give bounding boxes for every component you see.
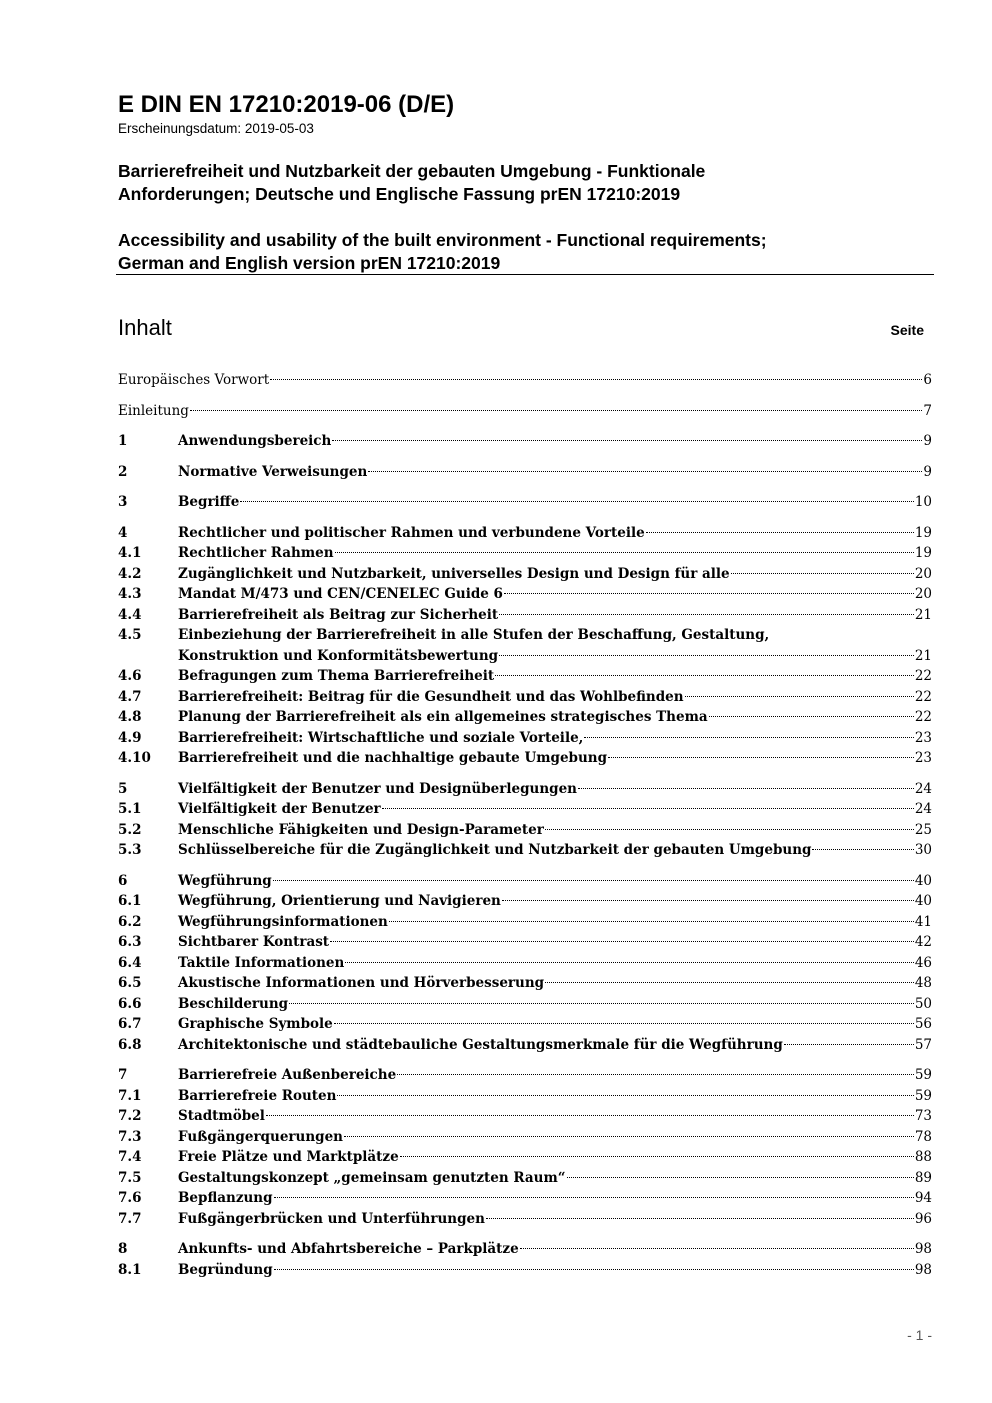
- toc-entry[interactable]: [118, 1147, 932, 1168]
- document-id: E DIN EN 17210:2019-06 (D/E): [118, 91, 455, 118]
- toc-entry-line: [178, 820, 932, 841]
- toc-entry-title-wrap: [178, 1014, 932, 1035]
- toc-entry-title-wrap: [178, 625, 932, 666]
- title-english: [118, 229, 767, 275]
- toc-entry-line: [178, 973, 932, 994]
- toc-entry-title: Rechtlicher und politischer Rahmen und verbundene Vorteile: [178, 524, 645, 541]
- toc-entry-number: 5: [118, 780, 128, 797]
- toc-entry-number: 8: [118, 1241, 128, 1257]
- toc-entry[interactable]: [118, 728, 932, 749]
- toc-entry-line: [178, 1127, 932, 1148]
- page-number: - 1 -: [907, 1327, 932, 1343]
- title-german: [118, 160, 705, 206]
- toc-entry[interactable]: [118, 687, 932, 708]
- toc-entry[interactable]: [118, 370, 932, 391]
- toc-dot-leader: [270, 378, 922, 380]
- toc-entry-line: [118, 401, 932, 422]
- toc-entry-line: [178, 953, 932, 974]
- toc-entry-line: [178, 748, 932, 769]
- toc-entry[interactable]: [118, 543, 932, 564]
- toc-entry-number: 4.5: [118, 627, 142, 643]
- toc-entry-title-wrap: [178, 1239, 932, 1260]
- toc-entry-title: Menschliche Fähigkeiten und Design-Parameter: [178, 821, 544, 838]
- toc-entry-title-wrap: [178, 492, 932, 513]
- toc-entry-title-wrap: [178, 912, 932, 933]
- toc-entry-page: 56: [914, 1016, 932, 1032]
- toc-entry-page: 19: [914, 524, 932, 541]
- toc-entry-line: [178, 1260, 932, 1281]
- toc-dot-leader: [345, 961, 914, 963]
- toc-entry-page: 23: [914, 750, 932, 766]
- toc-entry-number: 5.3: [118, 842, 142, 858]
- toc-entry-page: 57: [914, 1036, 932, 1053]
- toc-entry[interactable]: [118, 1260, 932, 1281]
- toc-entry-page: 48: [914, 975, 932, 991]
- toc-entry-title: Akustische Informationen und Hörverbesserung: [178, 975, 545, 991]
- toc-dot-leader: [608, 756, 914, 758]
- toc-entry-title: Befragungen zum Thema Barrierefreiheit: [178, 668, 495, 684]
- toc-entry-number: 4.10: [118, 750, 151, 766]
- toc-entry-page: 25: [914, 821, 932, 838]
- toc-entry[interactable]: [118, 564, 932, 585]
- toc-dot-leader: [273, 879, 914, 881]
- toc-entry-title: Stadtmöbel: [178, 1108, 265, 1124]
- toc-entry-title-wrap: [178, 707, 932, 728]
- toc-dot-leader: [330, 940, 914, 942]
- toc-dot-leader: [274, 1268, 914, 1270]
- toc-entry-line: [178, 523, 932, 544]
- toc-entry-page: 9: [923, 463, 932, 480]
- toc-entry-title-wrap: [178, 1127, 932, 1148]
- toc-entry-title-wrap: [178, 666, 932, 687]
- toc-entry-title-wrap: [178, 1260, 932, 1281]
- title-german-line: Barrierefreiheit und Nutzbarkeit der gebauten Umgebung - Funktionale: [118, 161, 706, 181]
- toc-entry-page: 7: [923, 402, 932, 419]
- toc-entry-number: 4.1: [118, 545, 142, 561]
- toc-entry-number: 6.6: [118, 995, 142, 1012]
- toc-entry-number: 4.4: [118, 606, 142, 623]
- toc-entry-number: 7.2: [118, 1108, 142, 1124]
- toc-entry-title: Taktile Informationen: [178, 954, 345, 971]
- toc-entry[interactable]: [118, 799, 932, 820]
- toc-dot-leader: [499, 613, 914, 615]
- toc-entry[interactable]: [118, 1035, 932, 1056]
- toc-entry[interactable]: [118, 1209, 932, 1230]
- toc-dot-leader: [709, 715, 914, 717]
- toc-entry-line: [178, 840, 932, 861]
- toc-entry-number: 6.3: [118, 934, 142, 950]
- toc-entry-line: [178, 1086, 932, 1107]
- publication-date: Erscheinungsdatum: 2019-05-03: [118, 121, 314, 136]
- toc-dot-leader: [784, 1043, 914, 1045]
- toc-entry-page: 78: [914, 1128, 932, 1145]
- toc-entry-page: 46: [914, 954, 932, 971]
- toc-entry-title-wrap: [118, 401, 932, 422]
- toc-entry-title-wrap: [178, 953, 932, 974]
- toc-dot-leader: [400, 1155, 914, 1157]
- toc-entry-page: 19: [914, 545, 932, 561]
- toc-entry[interactable]: [118, 1127, 932, 1148]
- toc-entry-line: [178, 728, 932, 749]
- toc-entry-page: 42: [914, 934, 932, 950]
- title-english-line: German and English version prEN 17210:2019: [118, 253, 501, 273]
- toc-entry-title: Begründung: [178, 1261, 273, 1278]
- toc-entry-number: 7.1: [118, 1087, 142, 1104]
- toc-entry-page: 30: [914, 842, 932, 858]
- toc-entry-title-wrap: [178, 1147, 932, 1168]
- toc-entry-number: 4.3: [118, 586, 142, 602]
- toc-entry-title-wrap: [178, 932, 932, 953]
- toc-dot-leader: [646, 531, 914, 533]
- toc-entry-page: 98: [914, 1261, 932, 1278]
- toc-entry[interactable]: [118, 1106, 932, 1127]
- toc-entry-title: Mandat M/473 und CEN/CENELEC Guide 6: [178, 586, 503, 602]
- toc-entry-title-wrap: [178, 564, 932, 585]
- toc-dot-leader: [495, 674, 914, 676]
- toc-entry-line: [178, 431, 932, 452]
- toc-dot-leader: [274, 1196, 914, 1198]
- toc-entry-line: [178, 564, 932, 585]
- toc-entry[interactable]: [118, 707, 932, 728]
- toc-dot-leader: [567, 1176, 914, 1178]
- toc-dot-leader: [545, 828, 914, 830]
- toc-entry-title: Architektonische und städtebauliche Gestaltungsmerkmale für die Wegführung: [178, 1036, 783, 1053]
- toc-entry-number: 6: [118, 872, 128, 889]
- toc-entry[interactable]: [118, 932, 932, 953]
- toc-entry-title: Planung der Barrierefreiheit als ein allgemeines strategisches Thema: [178, 709, 708, 725]
- toc-entry-title-wrap: [178, 728, 932, 749]
- toc-entry-title: Barrierefreie Außenbereiche: [178, 1067, 397, 1083]
- toc-entry-line: [178, 799, 932, 820]
- toc-entry-page: 41: [914, 913, 932, 930]
- toc-dot-leader: [337, 1094, 913, 1096]
- toc-entry-line: [178, 994, 932, 1015]
- toc-entry-title-wrap: [178, 973, 932, 994]
- toc-entry-title: Barrierefreie Routen: [178, 1087, 337, 1104]
- toc-entry-page: 24: [914, 801, 932, 817]
- toc-dot-leader: [584, 736, 913, 738]
- toc-entry[interactable]: [118, 871, 932, 892]
- toc-entry-title: Barrierefreiheit als Beitrag zur Sicherheit: [178, 606, 499, 623]
- toc-entry-page: 59: [914, 1087, 932, 1104]
- toc-dot-leader: [520, 1247, 914, 1249]
- toc-entry-title: Vielfältigkeit der Benutzer: [178, 801, 381, 817]
- toc-dot-leader: [731, 572, 914, 574]
- toc-entry-title: Europäisches Vorwort: [118, 372, 270, 388]
- toc-entry[interactable]: [118, 523, 932, 544]
- toc-entry-line: [178, 707, 932, 728]
- toc-entry-page: 9: [923, 433, 932, 449]
- toc-entry-number: 7.3: [118, 1128, 142, 1145]
- toc-entry-page: 20: [914, 586, 932, 602]
- toc-entry-page: 89: [914, 1169, 932, 1186]
- toc-entry[interactable]: [118, 1168, 932, 1189]
- toc-entry-line: [178, 1035, 932, 1056]
- toc-dot-leader: [382, 807, 914, 809]
- toc-dot-leader: [685, 695, 914, 697]
- toc-entry[interactable]: [118, 1065, 932, 1086]
- toc-entry-line: [178, 1188, 932, 1209]
- toc-entry-line: [178, 687, 932, 708]
- toc-entry-title-wrap: [178, 779, 932, 800]
- toc-entry-title-wrap: [178, 840, 932, 861]
- toc-entry-line: [178, 1168, 932, 1189]
- toc-entry-number: 4.7: [118, 688, 142, 705]
- toc-entry-number: 1: [118, 433, 128, 449]
- toc-entry-title: Fußgängerquerungen: [178, 1128, 343, 1145]
- toc-entry-number: 5.1: [118, 801, 142, 817]
- toc-entry-page: 24: [914, 780, 932, 797]
- toc-entry-page: 98: [914, 1241, 932, 1257]
- toc-entry-title-wrap: [178, 1086, 932, 1107]
- toc-dot-leader: [545, 981, 914, 983]
- toc-entry-line: [178, 1065, 932, 1086]
- toc-entry[interactable]: [118, 840, 932, 861]
- toc-entry-page: 22: [914, 709, 932, 725]
- toc-entry-title: Normative Verweisungen: [178, 463, 368, 480]
- toc-entry-title: Fußgängerbrücken und Unterführungen: [178, 1210, 485, 1227]
- toc-entry-number: 7.4: [118, 1149, 142, 1165]
- toc-entry-number: 7.5: [118, 1169, 142, 1186]
- toc-entry-page: 94: [914, 1190, 932, 1206]
- toc-entry-title: Graphische Symbole: [178, 1016, 333, 1032]
- toc-entry-title-wrap: [178, 820, 932, 841]
- toc-entry-title: Beschilderung: [178, 995, 289, 1012]
- toc-entry-line: [178, 1239, 932, 1260]
- toc-entry-title: Sichtbarer Kontrast: [178, 934, 330, 950]
- toc-entry-title-wrap: [178, 584, 932, 605]
- toc-entry-title: Barrierefreiheit: Beitrag für die Gesundheit und das Wohlbefinden: [178, 688, 684, 705]
- toc-entry-page: 40: [914, 893, 932, 909]
- toc-entry-title: Einleitung: [118, 402, 189, 419]
- toc-entry-page: 10: [914, 494, 932, 510]
- toc-entry-title: Gestaltungskonzept „gemeinsam genutzten Raum“: [178, 1169, 566, 1186]
- toc-entry-title: Anwendungsbereich: [178, 433, 332, 449]
- toc-dot-leader: [240, 500, 913, 502]
- toc-entry[interactable]: [118, 820, 932, 841]
- toc-entry-line: [178, 891, 932, 912]
- toc-entry-title: Wegführungsinformationen: [178, 913, 388, 930]
- toc-entry-title-wrap: [118, 370, 932, 391]
- toc-dot-leader: [397, 1073, 914, 1075]
- toc-entry-line: [178, 1106, 932, 1127]
- toc-entry-number: 7.6: [118, 1190, 142, 1206]
- toc-entry[interactable]: [118, 912, 932, 933]
- toc-dot-leader: [368, 470, 922, 472]
- toc-entry[interactable]: [118, 891, 932, 912]
- toc-entry-page: 6: [923, 372, 932, 388]
- toc-entry-title-wrap: [178, 523, 932, 544]
- toc-entry-page: 50: [914, 995, 932, 1012]
- toc-dot-leader: [578, 787, 914, 789]
- toc-entry-title-wrap: [178, 1035, 932, 1056]
- toc-entry-line: [178, 666, 932, 687]
- toc-entry-number: 4.2: [118, 565, 142, 582]
- toc-entry-title-wrap: [178, 687, 932, 708]
- title-german-line: Anforderungen; Deutsche und Englische Fassung prEN 17210:2019: [118, 184, 681, 204]
- toc-entry-page: 40: [914, 872, 932, 889]
- toc-entry-number: 6.1: [118, 893, 142, 909]
- title-english-line: Accessibility and usability of the built environment - Functional requirements;: [118, 230, 767, 250]
- toc-entry[interactable]: [118, 953, 932, 974]
- toc-entry[interactable]: [118, 973, 932, 994]
- toc-entry-number: 6.7: [118, 1016, 142, 1032]
- toc-dot-leader: [334, 1022, 914, 1024]
- toc-heading: Inhalt: [118, 315, 172, 340]
- toc-entry-title-wrap: [178, 748, 932, 769]
- toc-entry-line: [178, 543, 932, 564]
- toc-entry[interactable]: [118, 605, 932, 626]
- toc-entry[interactable]: [118, 431, 932, 452]
- toc-dot-leader: [389, 920, 914, 922]
- toc-entry-number: 4.9: [118, 729, 142, 746]
- toc-dot-leader: [335, 551, 914, 553]
- toc-entry-page: 23: [914, 729, 932, 746]
- toc-dot-leader: [486, 1217, 914, 1219]
- toc-entry-line: [178, 462, 932, 483]
- toc-dot-leader: [332, 439, 922, 441]
- toc-entry-title: Barrierefreiheit: Wirtschaftliche und soziale Vorteile,: [178, 729, 584, 746]
- toc-entry[interactable]: [118, 625, 932, 666]
- toc-entry-number: 8.1: [118, 1261, 142, 1278]
- toc-entry-title: Begriffe: [178, 494, 240, 510]
- toc-entry[interactable]: [118, 779, 932, 800]
- toc-entry-title-wrap: [178, 543, 932, 564]
- toc-entry-title: Wegführung, Orientierung und Navigieren: [178, 893, 501, 909]
- toc-entry-title-wrap: [178, 1065, 932, 1086]
- toc-dot-leader: [289, 1002, 914, 1004]
- toc-entry-page: 59: [914, 1067, 932, 1083]
- toc-entry-line: [178, 646, 932, 667]
- toc-entry-number: 3: [118, 494, 128, 510]
- toc-entry-line: [178, 932, 932, 953]
- toc-entry[interactable]: [118, 1239, 932, 1260]
- toc-entry-title-wrap: [178, 431, 932, 452]
- toc-entry-page: 22: [914, 668, 932, 684]
- toc-entry-title-wrap: [178, 891, 932, 912]
- toc-entry-page: 21: [914, 606, 932, 623]
- toc-entry[interactable]: [118, 401, 932, 422]
- toc-entry-page: 22: [914, 688, 932, 705]
- toc-entry-title-wrap: [178, 799, 932, 820]
- toc-entry-title: Konstruktion und Konformitätsbewertung: [178, 647, 499, 664]
- toc-entry[interactable]: [118, 584, 932, 605]
- toc-entry-page: 20: [914, 565, 932, 582]
- toc-dot-leader: [344, 1135, 914, 1137]
- toc-entry-title-wrap: [178, 871, 932, 892]
- toc-entry[interactable]: [118, 1014, 932, 1035]
- toc-entry-number: 7.7: [118, 1210, 142, 1227]
- toc-entry[interactable]: [118, 666, 932, 687]
- toc-entry-number: 6.2: [118, 913, 142, 930]
- toc-entry-number: 4.6: [118, 668, 142, 684]
- toc-entry-line: [178, 605, 932, 626]
- toc-entry-title-wrap: [178, 994, 932, 1015]
- toc-entry-line: [178, 584, 932, 605]
- toc-entry-line: [178, 492, 932, 513]
- toc-entry-title-wrap: [178, 1106, 932, 1127]
- toc-entry-title: Barrierefreiheit und die nachhaltige gebaute Umgebung: [178, 750, 608, 766]
- toc-dot-leader: [502, 899, 914, 901]
- toc-dot-leader: [499, 654, 914, 656]
- toc-entry-title-wrap: [178, 1188, 932, 1209]
- toc-entry-line: [178, 912, 932, 933]
- toc-entry-number: 7: [118, 1067, 128, 1083]
- toc-dot-leader: [190, 409, 922, 411]
- toc-entry-title-wrap: [178, 1168, 932, 1189]
- toc-entry-line: [178, 1147, 932, 1168]
- toc-entry-line: [178, 871, 932, 892]
- toc-entry-title: Schlüsselbereiche für die Zugänglichkeit und Nutzbarkeit der gebauten Umgebung: [178, 842, 812, 858]
- toc-entry-title-wrap: [178, 462, 932, 483]
- toc-dot-leader: [266, 1114, 914, 1116]
- toc-entry-title: Zugänglichkeit und Nutzbarkeit, universelles Design und Design für alle: [178, 565, 730, 582]
- toc-entry-title-wrap: [178, 605, 932, 626]
- toc-entry-page: 21: [914, 647, 932, 664]
- toc-entry-number: 2: [118, 463, 128, 480]
- toc-entry-title: Bepflanzung: [178, 1190, 273, 1206]
- toc-entry-number: 5.2: [118, 821, 142, 838]
- toc-entry-number: 4.8: [118, 709, 142, 725]
- toc-entry-title: Freie Plätze und Marktplätze: [178, 1149, 399, 1165]
- toc-entry-line: [178, 779, 932, 800]
- toc-entry-page: 73: [914, 1108, 932, 1124]
- toc-entry[interactable]: [118, 994, 932, 1015]
- toc-entry-title-first-line: Einbeziehung der Barrierefreiheit in alle Stufen der Beschaffung, Gestaltung,: [178, 627, 770, 643]
- toc-entry-line: [178, 1209, 932, 1230]
- toc-entry-title-wrap: [178, 1209, 932, 1230]
- toc-entry[interactable]: [118, 462, 932, 483]
- toc-entry[interactable]: [118, 1188, 932, 1209]
- toc-dot-leader: [812, 848, 913, 850]
- toc-entry-page: 88: [914, 1149, 932, 1165]
- toc-entry-title: Ankunfts- und Abfahrtsbereiche – Parkplätze: [178, 1241, 519, 1257]
- toc-dot-leader: [504, 592, 914, 594]
- toc-entry-page: 96: [914, 1210, 932, 1227]
- toc-entry-line: [118, 370, 932, 391]
- toc-entry-number: 4: [118, 524, 128, 541]
- toc-entry-number: 6.4: [118, 954, 142, 971]
- header-divider: [116, 274, 934, 275]
- toc-page-column-label: Seite: [890, 322, 924, 338]
- toc-entry[interactable]: [118, 1086, 932, 1107]
- toc-entry-line: [178, 1014, 932, 1035]
- toc-entry-title: Rechtlicher Rahmen: [178, 545, 334, 561]
- toc-entry[interactable]: [118, 492, 932, 513]
- toc-entry-title: Vielfältigkeit der Benutzer und Designüberlegungen: [178, 780, 577, 797]
- toc-entry-number: 6.8: [118, 1036, 142, 1053]
- toc-entry-number: 6.5: [118, 975, 142, 991]
- toc-entry-title: Wegführung: [178, 872, 272, 889]
- toc-entry[interactable]: [118, 748, 932, 769]
